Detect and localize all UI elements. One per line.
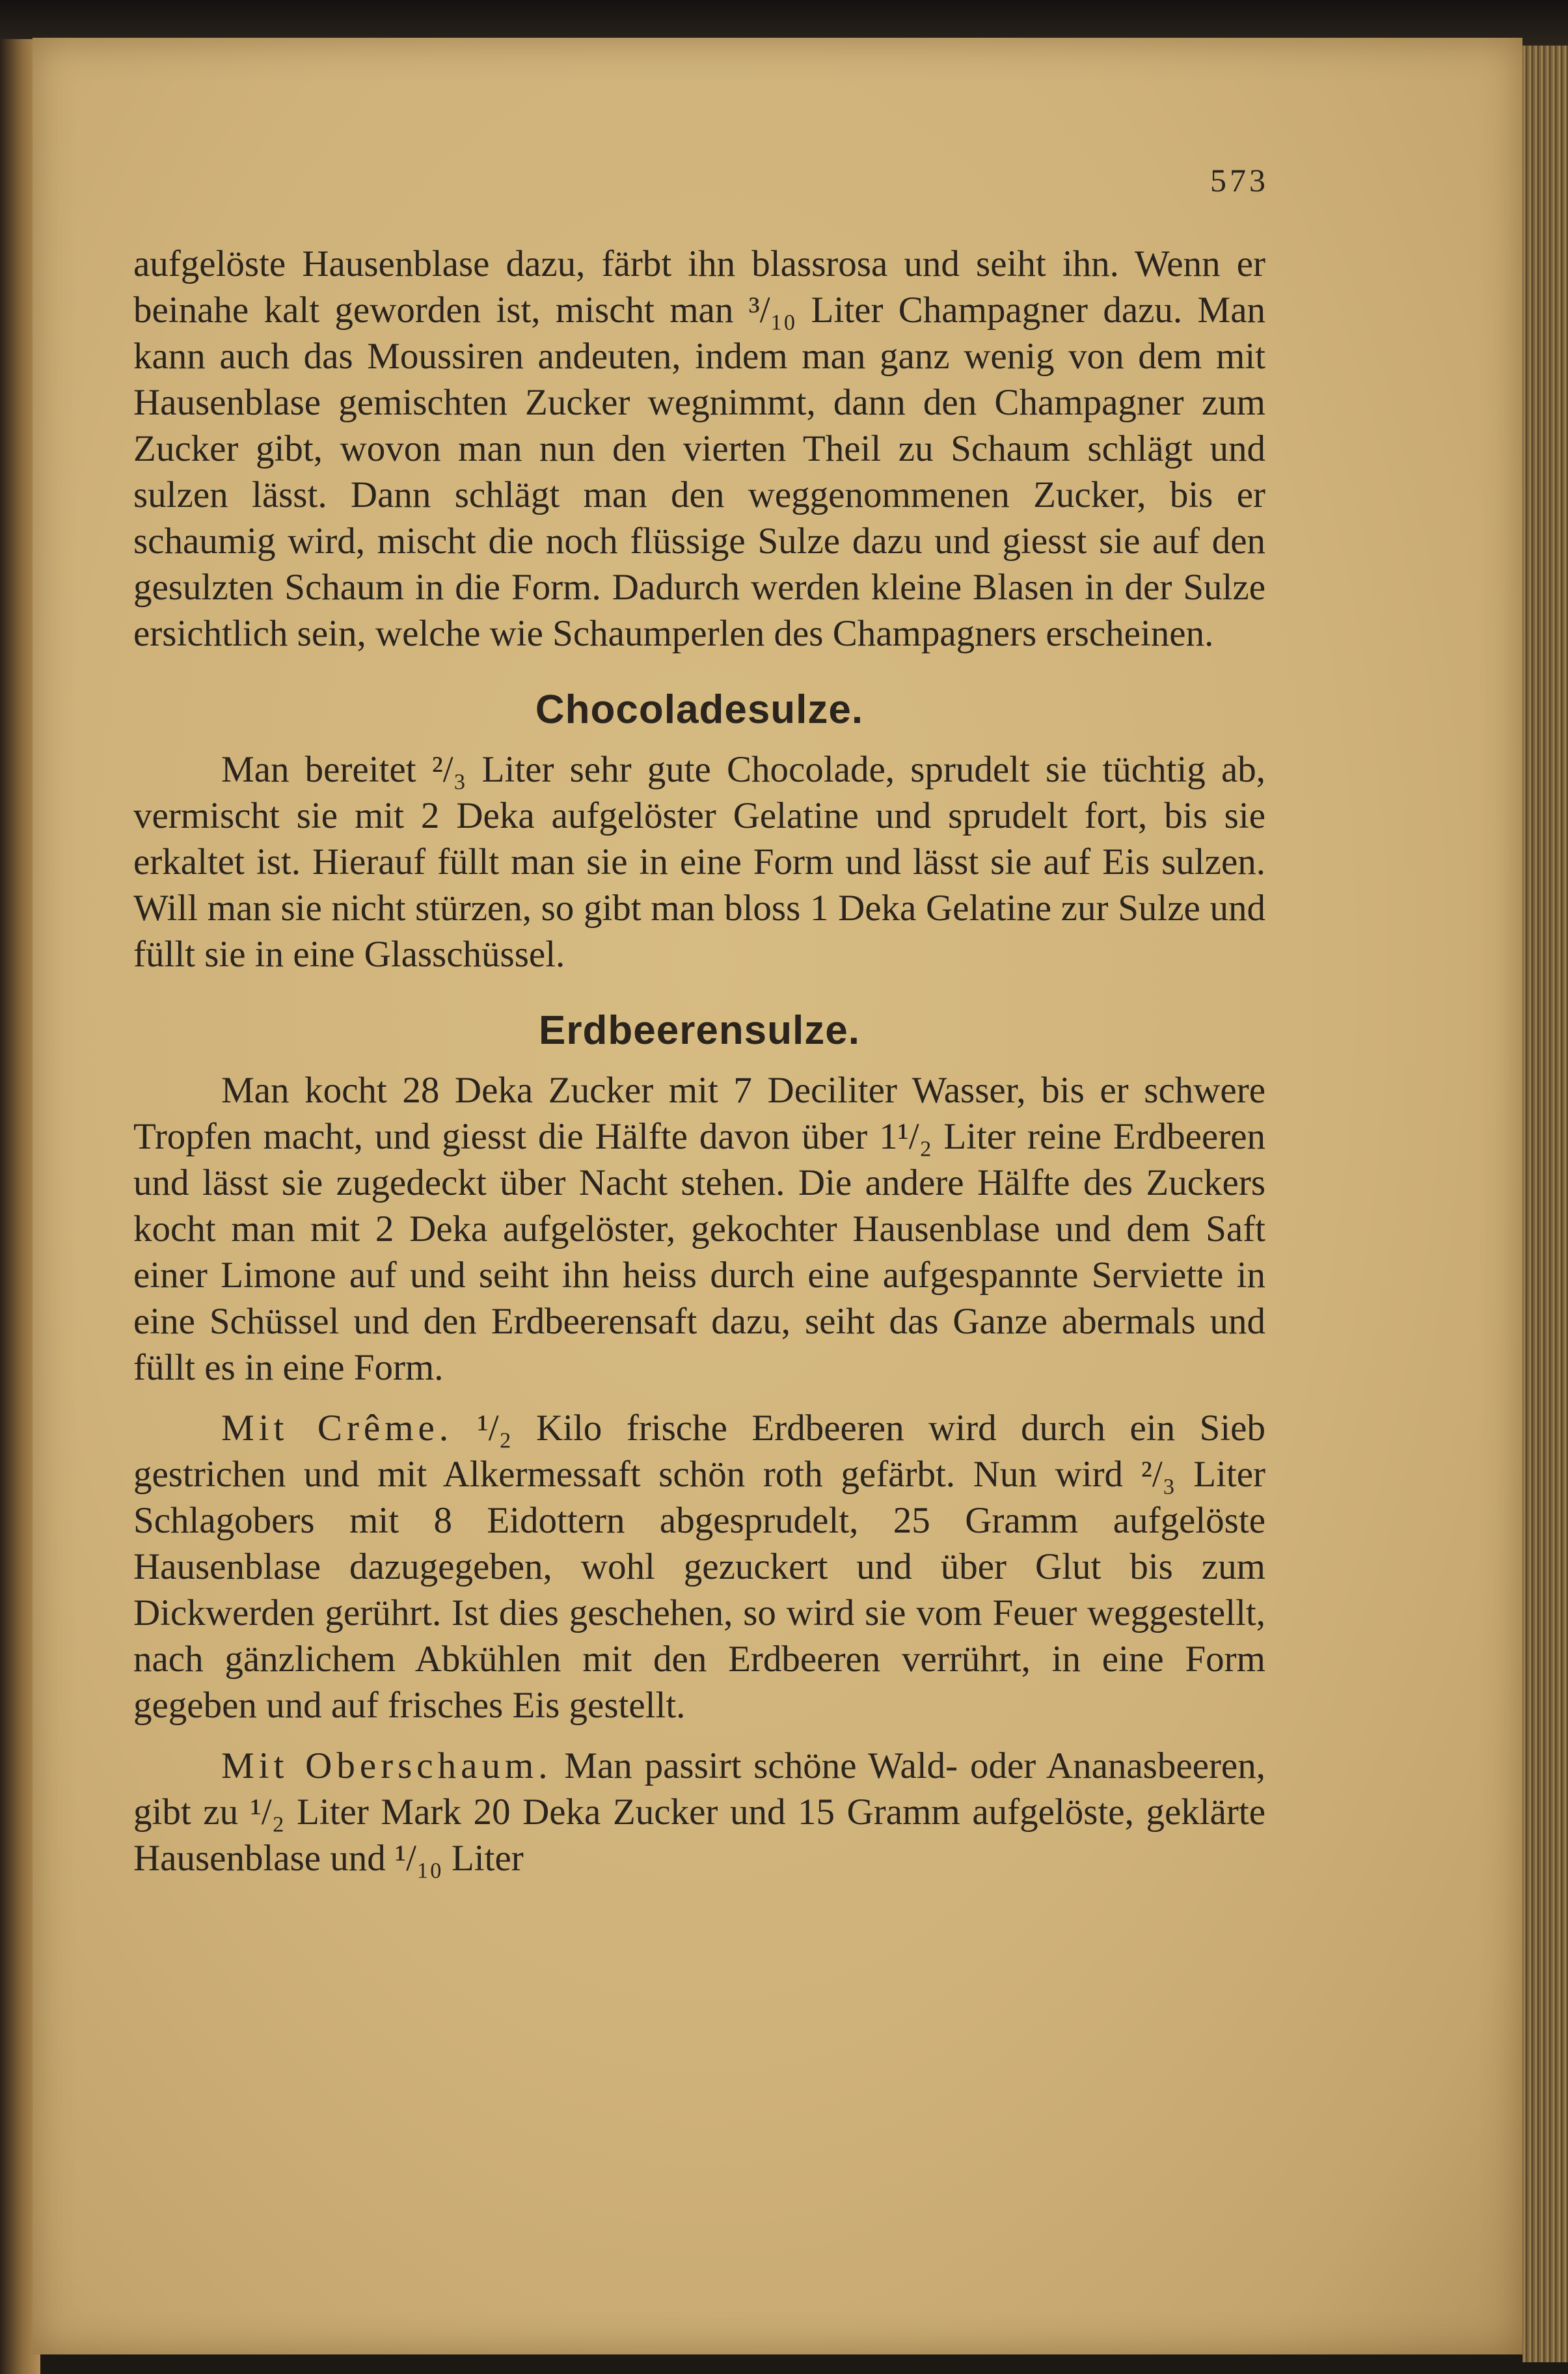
mit-creme-label: Mit Crême. — [221, 1408, 453, 1449]
mit-creme-text: ¹/₂ Kilo frische Erdbeeren wird durch ein Sieb gestrichen und mit Alkermessaft schön roth gefärbt. Nun wird ²/₃ Liter Schlagobers mit 8 Eidottern abgesprudelt, 25 Gramm aufgelöste Hausenblase dazugegeben, wohl gezuckert und über Glut bis zum Dickwerden gerührt. Ist dies geschehen, so wird sie vom Feuer weggestellt, nach gänzlichem Abkühlen mit den Erdbeeren verrührt, in eine Form gegeben und auf frisches Eis gestellt. — [133, 1408, 1265, 1726]
mit-creme-paragraph — [133, 1405, 1265, 1728]
page-text — [133, 241, 1265, 1881]
continuation-paragraph: aufgelöste Hausenblase dazu, färbt ihn blassrosa und seiht ihn. Wenn er beinahe kalt geworden ist, mischt man ³/₁₀ Liter Champagner dazu. Man kann auch das Moussiren andeuten, indem man ganz wenig von dem mit Hausenblase gemischten Zucker wegnimmt, dann den Champagner zum Zucker gibt, wovon man nun den vierten Theil zu Schaum schlägt und sulzen lässt. Dann schlägt man den weggenommenen Zucker, bis er schaumig wird, mischt die noch flüssige Sulze dazu und giesst sie auf den gesulzten Schaum in die Form. Dadurch werden kleine Blasen in der Sulze ersichtlich sein, welche wie Schaumperlen des Champagners erscheinen. — [133, 243, 1265, 654]
erdbeerensulze-paragraph: Man kocht 28 Deka Zucker mit 7 Deciliter Wasser, bis er schwere Tropfen macht, und giesst die Hälfte davon über 1¹/₂ Liter reine Erdbeeren und lässt sie zugedeckt über Nacht stehen. Die andere Hälfte des Zuckers kocht man mit 2 Deka aufgelöster, gekochter Hausenblase und dem Saft einer Limone auf und seiht ihn heiss durch eine aufgespannte Serviette in eine Schüssel und den Erdbeerensaft dazu, seiht das Ganze abermals und füllt es in eine Form. — [133, 1070, 1265, 1388]
mit-oberschaum-text: Man passirt schöne Wald- oder Ananasbeeren, gibt zu ¹/₂ Liter Mark 20 Deka Zucker und 15 Gramm aufgelöste, geklärte Hausenblase und ¹/₁₀ Liter — [133, 1745, 1265, 1879]
page-number: 573 — [1210, 162, 1269, 198]
heading-erdbeerensulze: Erdbeerensulze. — [539, 1008, 860, 1053]
chocoladesulze-paragraph: Man bereitet ²/₃ Liter sehr gute Chocolade, sprudelt sie tüchtig ab, vermischt sie mit 2 Deka aufgelöster Gelatine und sprudelt fort, bis sie erkaltet ist. Hierauf füllt man sie in eine Form und lässt sie auf Eis sulzen. Will man sie nicht stürzen, so gibt man bloss 1 Deka Gelatine zur Sulze und füllt sie in eine Glasschüssel. — [133, 749, 1265, 975]
mit-oberschaum-label: Mit Oberschaum. — [221, 1745, 552, 1786]
heading-chocoladesulze: Chocoladesulze. — [535, 687, 864, 732]
mit-oberschaum-paragraph — [133, 1743, 1265, 1881]
page-fore-edge — [1522, 46, 1568, 2362]
